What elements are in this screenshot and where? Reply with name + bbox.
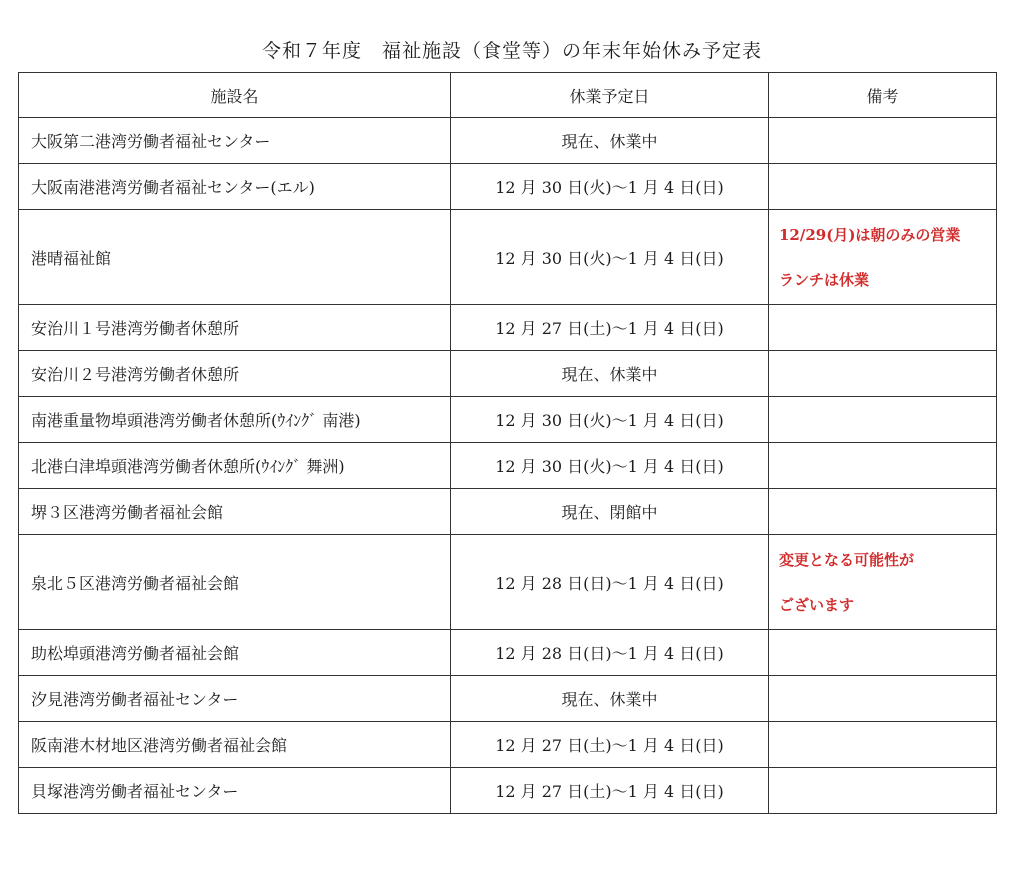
- table-row: [19, 443, 997, 489]
- closure-period-cell: 現在、休業中: [451, 676, 769, 722]
- facility-name-cell: 北港白津埠頭港湾労働者休憩所(ｳｲﾝｸﾞ 舞洲): [19, 443, 451, 489]
- closure-period-cell: 12 月 30 日(火)～1 月 4 日(日): [451, 164, 769, 210]
- holiday-schedule-table: [18, 72, 997, 814]
- remarks-cell: [769, 535, 997, 630]
- closure-period-cell: 12 月 30 日(火)～1 月 4 日(日): [451, 443, 769, 489]
- remarks-cell: [769, 305, 997, 351]
- header-row: [19, 73, 997, 118]
- closure-period-cell: 12 月 28 日(日)～1 月 4 日(日): [451, 535, 769, 630]
- table-row: [19, 489, 997, 535]
- facility-name-cell: 泉北５区港湾労働者福祉会館: [19, 535, 451, 630]
- table-row: [19, 722, 997, 768]
- facility-name-cell: 安治川１号港湾労働者休憩所: [19, 305, 451, 351]
- remarks-cell: [769, 768, 997, 814]
- table-row: [19, 118, 997, 164]
- closure-period-cell: 12 月 27 日(土)～1 月 4 日(日): [451, 768, 769, 814]
- closure-period-cell: 現在、休業中: [451, 351, 769, 397]
- facility-name-cell: 南港重量物埠頭港湾労働者休憩所(ｳｲﾝｸﾞ 南港): [19, 397, 451, 443]
- facility-column-header: 施設名: [19, 73, 451, 118]
- table-row: [19, 630, 997, 676]
- remark-line: 12/29(月)は朝のみの営業: [779, 225, 961, 244]
- closure-period-cell: 12 月 27 日(土)～1 月 4 日(日): [451, 305, 769, 351]
- table-row: [19, 210, 997, 305]
- closure-period-cell: 現在、閉館中: [451, 489, 769, 535]
- remarks-cell: [769, 397, 997, 443]
- table-row: [19, 164, 997, 210]
- remarks-cell: [769, 489, 997, 535]
- facility-name-cell: 安治川２号港湾労働者休憩所: [19, 351, 451, 397]
- closure-column-header: 休業予定日: [451, 73, 769, 118]
- page-title: 令和７年度 福祉施設（食堂等）の年末年始休み予定表: [261, 40, 762, 62]
- table-row: [19, 768, 997, 814]
- table-row: [19, 305, 997, 351]
- remark-line: ございます: [779, 595, 855, 614]
- table-row: [19, 676, 997, 722]
- closure-period-cell: 12 月 28 日(日)～1 月 4 日(日): [451, 630, 769, 676]
- facility-name-cell: 汐見港湾労働者福祉センター: [19, 676, 451, 722]
- table-row: [19, 535, 997, 630]
- table-row: [19, 397, 997, 443]
- table-row: [19, 351, 997, 397]
- closure-period-cell: 12 月 27 日(土)～1 月 4 日(日): [451, 722, 769, 768]
- facility-name-cell: 阪南港木材地区港湾労働者福祉会館: [19, 722, 451, 768]
- closure-period-cell: 現在、休業中: [451, 118, 769, 164]
- facility-name-cell: 大阪第二港湾労働者福祉センター: [19, 118, 451, 164]
- remark-line: 変更となる可能性が: [779, 550, 915, 569]
- remarks-cell: [769, 443, 997, 489]
- remarks-cell: [769, 676, 997, 722]
- closure-period-cell: 12 月 30 日(火)～1 月 4 日(日): [451, 397, 769, 443]
- facility-name-cell: 大阪南港港湾労働者福祉センター(エル): [19, 164, 451, 210]
- facility-name-cell: 貝塚港湾労働者福祉センター: [19, 768, 451, 814]
- table-header: [19, 73, 997, 118]
- remarks-cell: [769, 210, 997, 305]
- remark-line: ランチは休業: [779, 270, 870, 289]
- facility-name-cell: 助松埠頭港湾労働者福祉会館: [19, 630, 451, 676]
- remarks-cell: [769, 164, 997, 210]
- remarks-column-header: 備考: [769, 73, 997, 118]
- remarks-cell: [769, 118, 997, 164]
- facility-name-cell: 堺３区港湾労働者福祉会館: [19, 489, 451, 535]
- facility-name-cell: 港晴福祉館: [19, 210, 451, 305]
- remarks-cell: [769, 351, 997, 397]
- closure-period-cell: 12 月 30 日(火)～1 月 4 日(日): [451, 210, 769, 305]
- remarks-cell: [769, 630, 997, 676]
- table-body: [19, 118, 997, 814]
- remarks-cell: [769, 722, 997, 768]
